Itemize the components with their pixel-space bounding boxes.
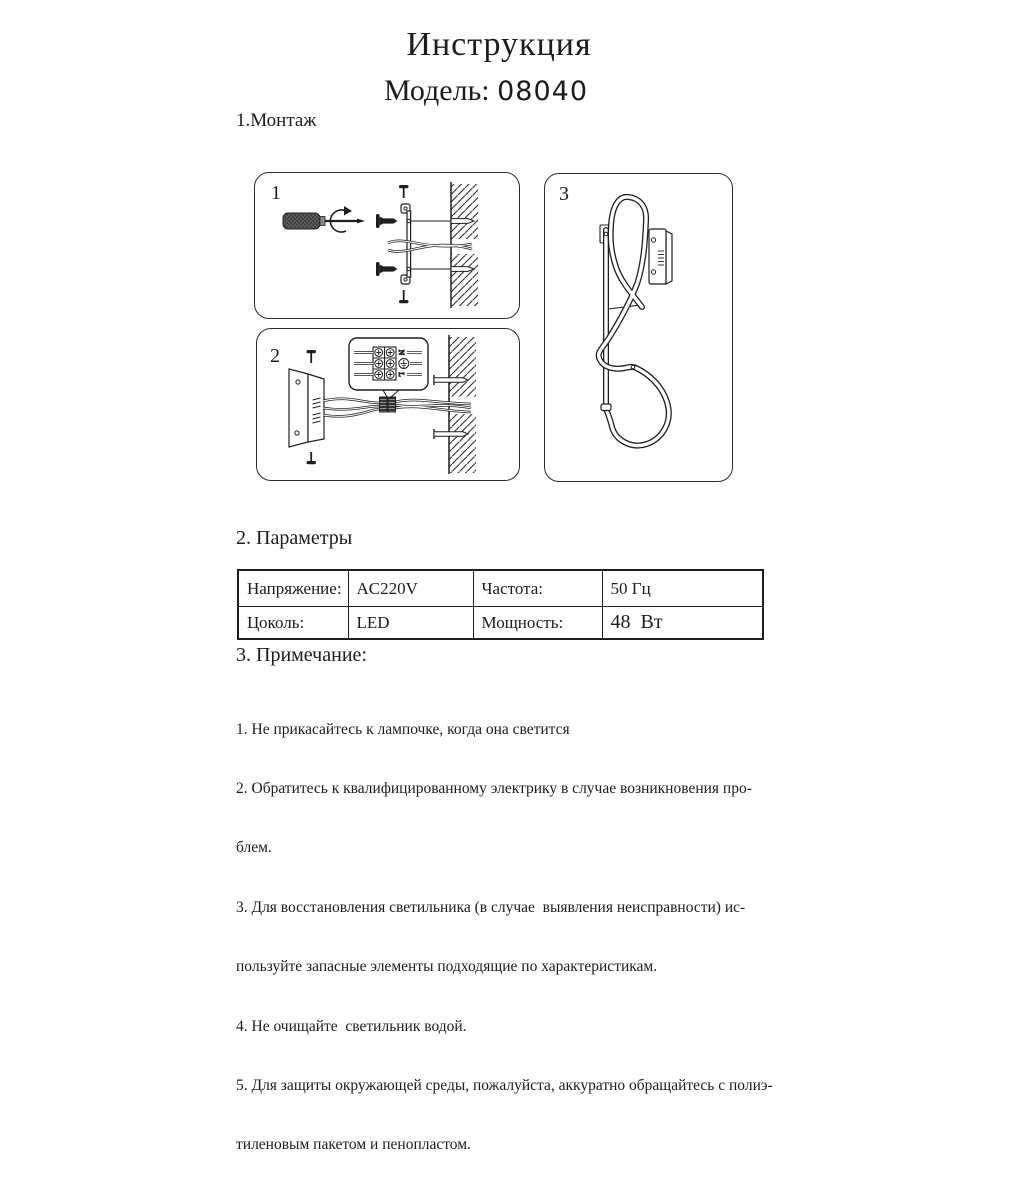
param-value-voltage: AC220V [348,570,473,607]
screw-icon [376,262,398,276]
model-label: Модель: [383,74,490,107]
montage-step1-drawing [255,173,518,317]
screw-icon [399,290,409,303]
table-row [238,607,763,640]
panel-number: 1 [271,182,281,204]
terminal-inset [349,338,428,397]
note-line: 4. Не очищайте светильник водой. [236,1017,467,1035]
terminal-label-l: L [397,372,406,377]
panel-number: 3 [559,183,569,205]
wall-lamp-drawing [545,174,731,480]
param-label-voltage: Напряжение: [238,570,348,607]
section-params-heading: 2. Параметры [236,527,353,549]
note-line: пользуйте запасные элементы подходящие по характеристикам. [236,958,658,976]
note-line: 2. Обратитесь к квалифицированному электрику в случае возникновения про- [236,779,752,797]
param-label-socket: Цоколь: [238,607,348,640]
driver-box-icon [289,369,324,447]
page-title: Инструкция [406,26,592,63]
model-line [226,74,746,108]
screw-icon [399,185,409,198]
montage-step2-drawing [257,329,518,479]
screw-icon [307,350,317,363]
wall-anchor-icon [411,219,474,224]
clamp-screw [631,365,635,369]
note-line: 1. Не прикасайтесь к лампочке, когда она светится [236,720,570,738]
tube-end-cap [601,404,611,411]
param-value-frequency: 50 Гц [602,570,763,607]
terminal-label-n: N [397,349,406,356]
param-value-socket: LED [348,607,473,640]
screw-icon [307,452,317,464]
note-line: блем. [236,839,272,857]
terminal-block-icon [380,397,396,412]
param-label-power: Мощность: [473,607,602,640]
note-line: 3. Для восстановления светильника (в случае выявления неисправности) ис- [236,898,746,916]
wall-anchor-icon [411,267,474,272]
montage-step1-panel [254,172,520,319]
screwdriver-icon [283,213,365,229]
mounting-bracket-icon [401,204,411,284]
section-montage-heading: 1.Монтаж [236,110,317,131]
wall-mount-box-icon [649,229,672,284]
param-label-frequency: Частота: [473,570,602,607]
montage-step2-panel [256,328,520,481]
section-notes-heading: 3. Примечание: [236,644,367,666]
rotation-arrow-icon [330,206,352,232]
note-line: 5. Для защиты окружающей среды, пожалуйста, аккуратно обращайтесь с полиэ- [236,1076,773,1094]
param-value-power: 48 Вт [602,607,763,640]
clamp-screw [604,232,608,236]
notes-list [236,680,773,1195]
params-table [237,569,764,640]
model-number: 08040 [497,76,589,107]
panel-number: 2 [270,345,280,367]
montage-step3-panel [544,173,733,482]
note-line: тиленовым пакетом и пенопластом. [236,1136,471,1154]
table-row [238,570,763,607]
screw-icon [376,214,398,228]
